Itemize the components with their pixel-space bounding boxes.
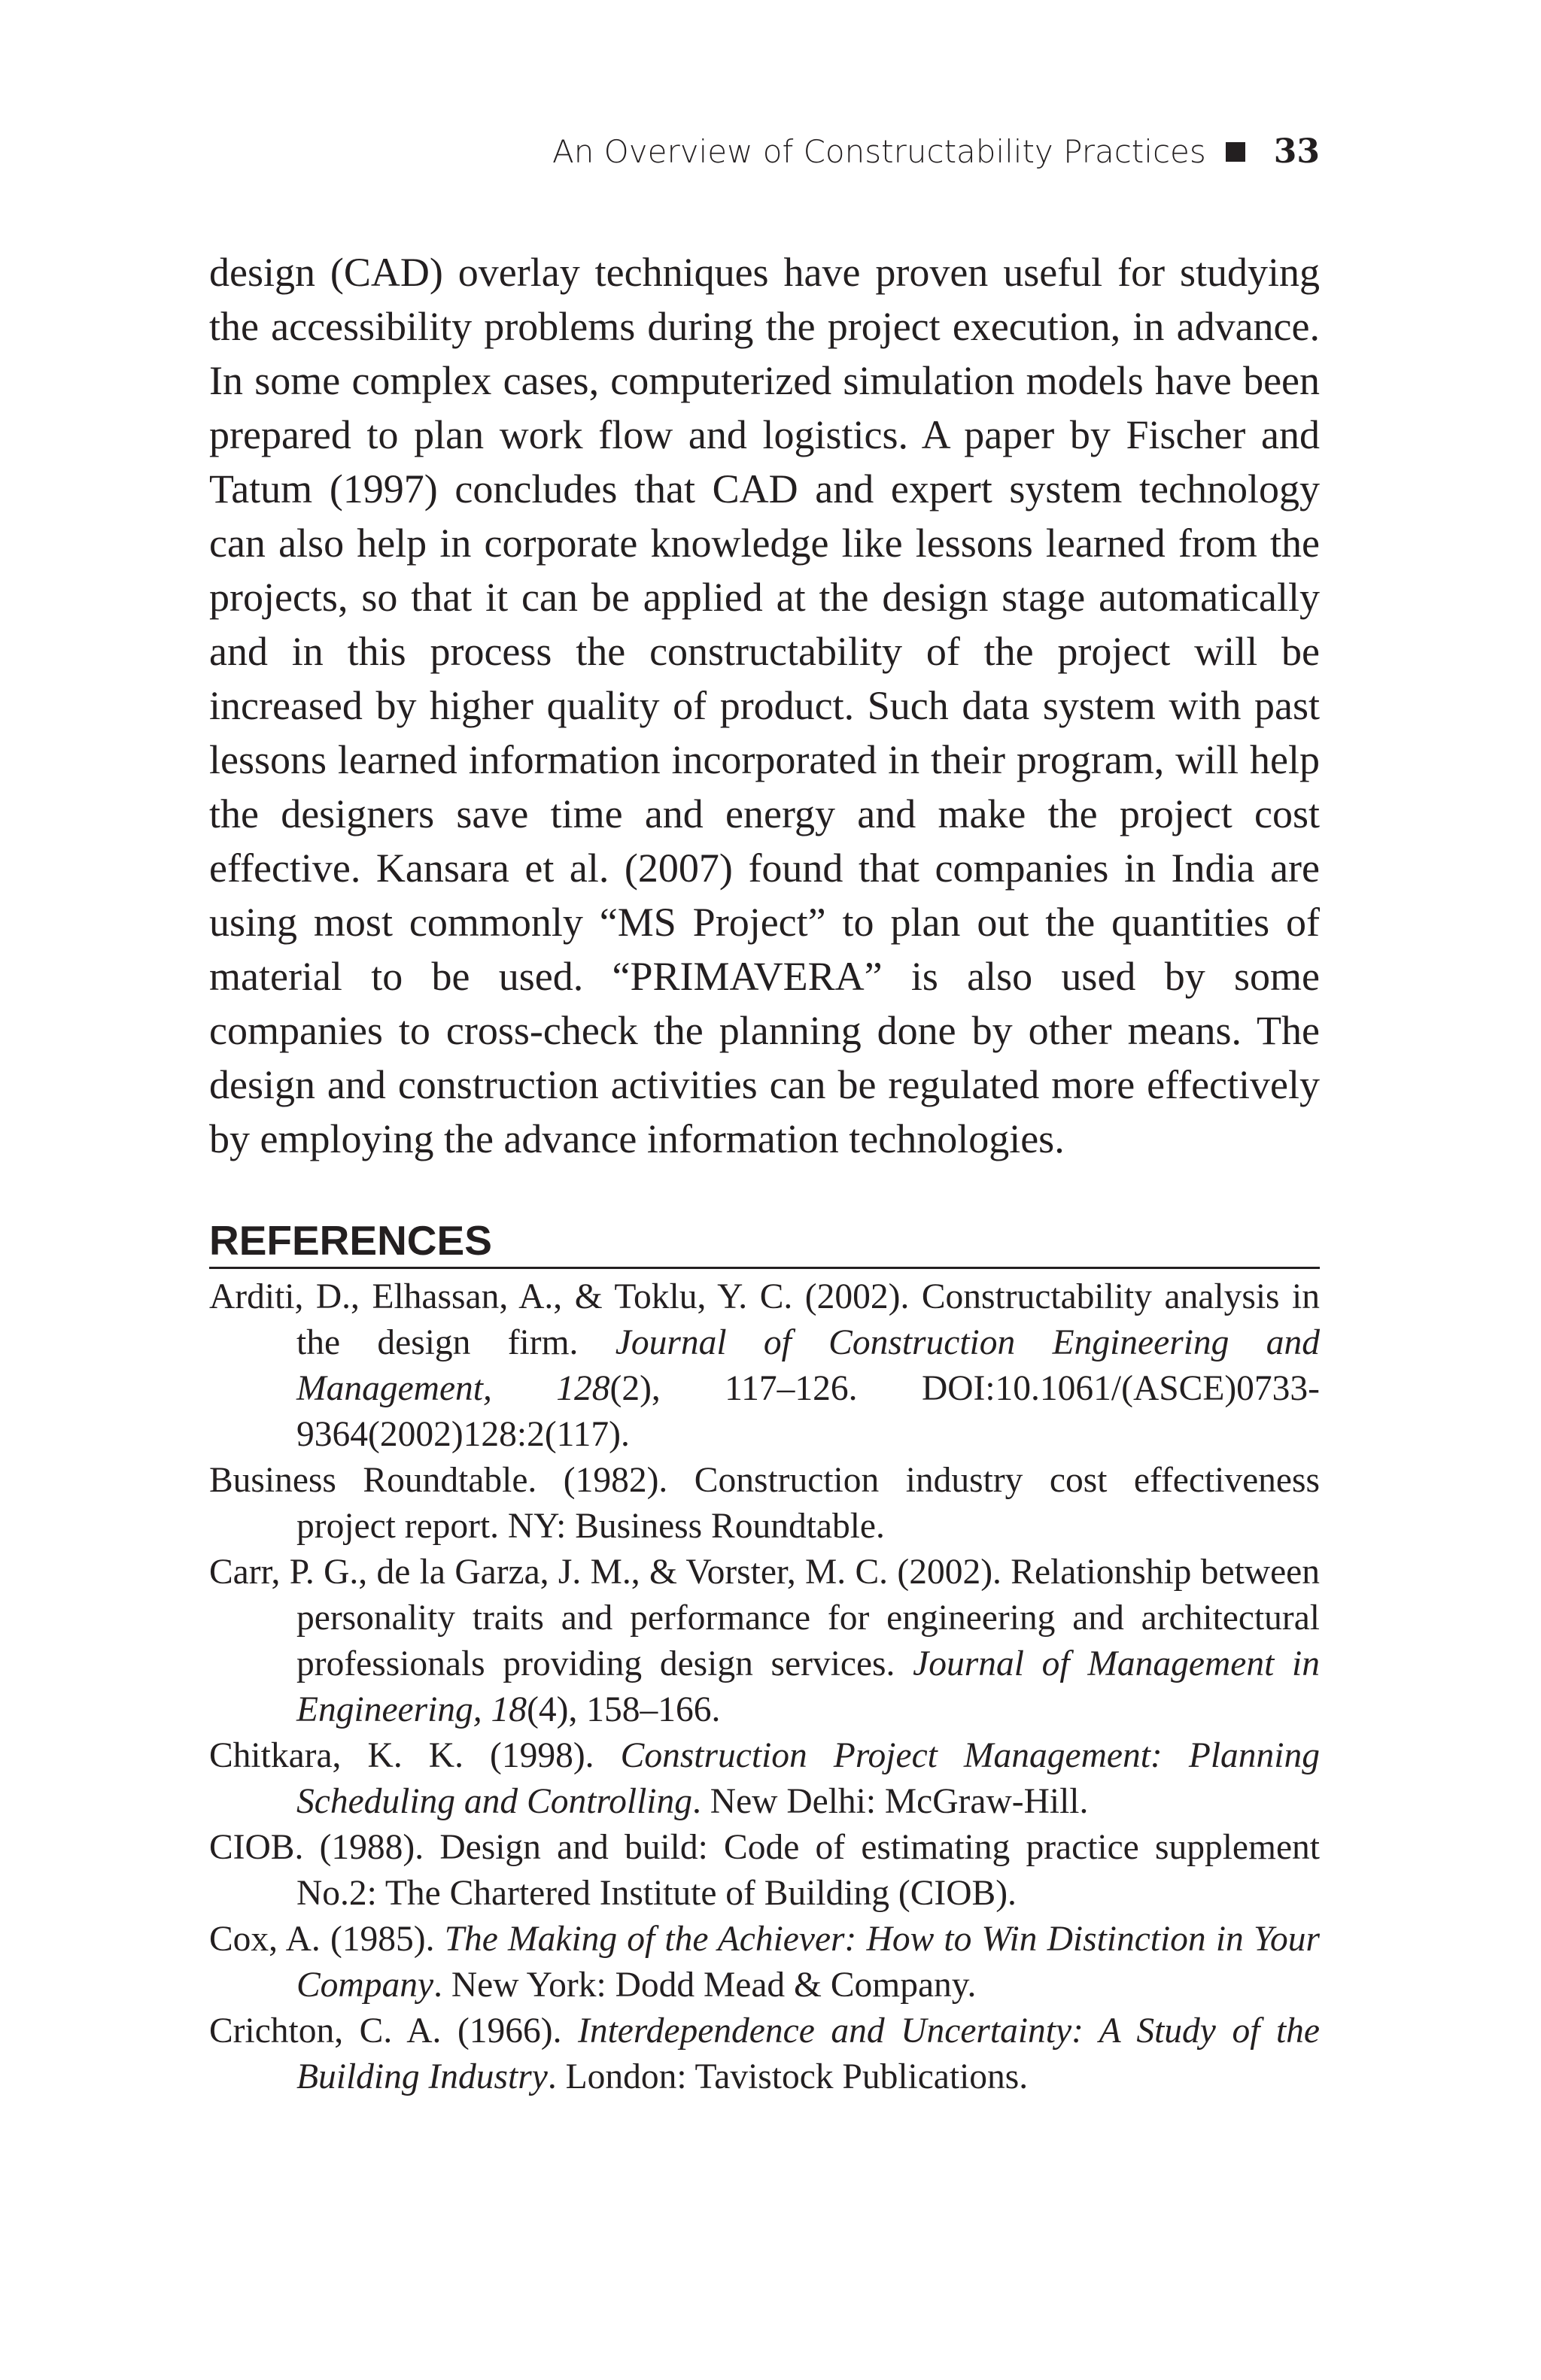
reference-text: Carr, P. G., de la Garza, J. M., & Vorster, M. C. (2002). Relationship between personality traits and performance for engineering and architectural professionals providing design services. (209, 1553, 1320, 1683)
reference-text: . New Delhi: McGraw-Hill. (692, 1782, 1089, 1821)
reference-italic-text: Journal of Management in Engineering, 18 (296, 1644, 1320, 1729)
reference-italic-text: The Making of the Achiever: How to Win Distinction in Your Company (296, 1920, 1321, 2005)
reference-entry (209, 1274, 1320, 1458)
reference-entry (209, 1917, 1320, 2008)
reference-text: Arditi, D., Elhassan, A., & Toklu, Y. C. (2002). Constructability analysis in the design firm. (209, 1277, 1320, 1362)
running-head (552, 129, 1320, 175)
reference-italic-text: Construction Project Management: Planning Scheduling and Controlling (296, 1736, 1320, 1821)
reference-text: Crichton, C. A. (1966). (209, 2011, 579, 2051)
reference-text: Cox, A. (1985). (209, 1920, 445, 1959)
reference-entry (209, 1550, 1320, 1733)
reference-entry (209, 1733, 1320, 1825)
reference-text: . London: Tavistock Publications. (547, 2057, 1029, 2096)
reference-text: Business Roundtable. (1982). Construction industry cost effectiveness project report. NY: Business Roundtable. (209, 1461, 1320, 1546)
square-bullet-icon (1226, 142, 1245, 162)
references-heading: REFERENCES (209, 1214, 1320, 1269)
running-title: An Overview of Constructability Practices (552, 133, 1206, 170)
reference-text: (2), 117–126. DOI:10.1061/(ASCE)0733-9364(2002)128:2(117). (296, 1369, 1321, 1454)
body-paragraph: design (CAD) overlay techniques have proven useful for studying the accessibility problems during the project execution, in advance. In some complex cases, computerized simulation models have been prepared to plan work flow and logistics. A paper by Fischer and Tatum (1997) concludes that CAD and expert system technology can also help in corporate knowledge like lessons learned from the projects, so that it can be applied at the design stage automatically and in this process the constructability of the project will be increased by higher quality of product. Such data system with past lessons learned information incorporated in their program, will help the designers save time and energy and make the project cost effective. Kansara et al. (2007) found that companies in India are using most commonly “MS Project” to plan out the quantities of material to be used. “PRIMAVERA” is also used by some companies to cross-check the planning done by other means. The design and construction activities can be regulated more effectively by employing the advance information technologies. (209, 250, 1320, 1161)
reference-text: . New York: Dodd Mead & Company. (433, 1966, 977, 2005)
reference-text: (4), 158–166. (527, 1690, 721, 1729)
reference-text: Chitkara, K. K. (1998). (209, 1736, 621, 1775)
reference-italic-text: Interdependence and Uncertainty: A Study of the Building Industry (296, 2011, 1320, 2096)
reference-list (209, 1274, 1320, 2100)
page-number: 33 (1273, 132, 1320, 171)
reference-entry (209, 1458, 1320, 1550)
reference-entry (209, 1825, 1320, 1917)
reference-italic-text: Journal of Construction Engineering and Management, 128 (296, 1323, 1320, 1408)
reference-entry (209, 2008, 1320, 2100)
reference-text: CIOB. (1988). Design and build: Code of estimating practice supplement No.2: The Chartered Institute of Building (CIOB). (209, 1828, 1320, 1913)
